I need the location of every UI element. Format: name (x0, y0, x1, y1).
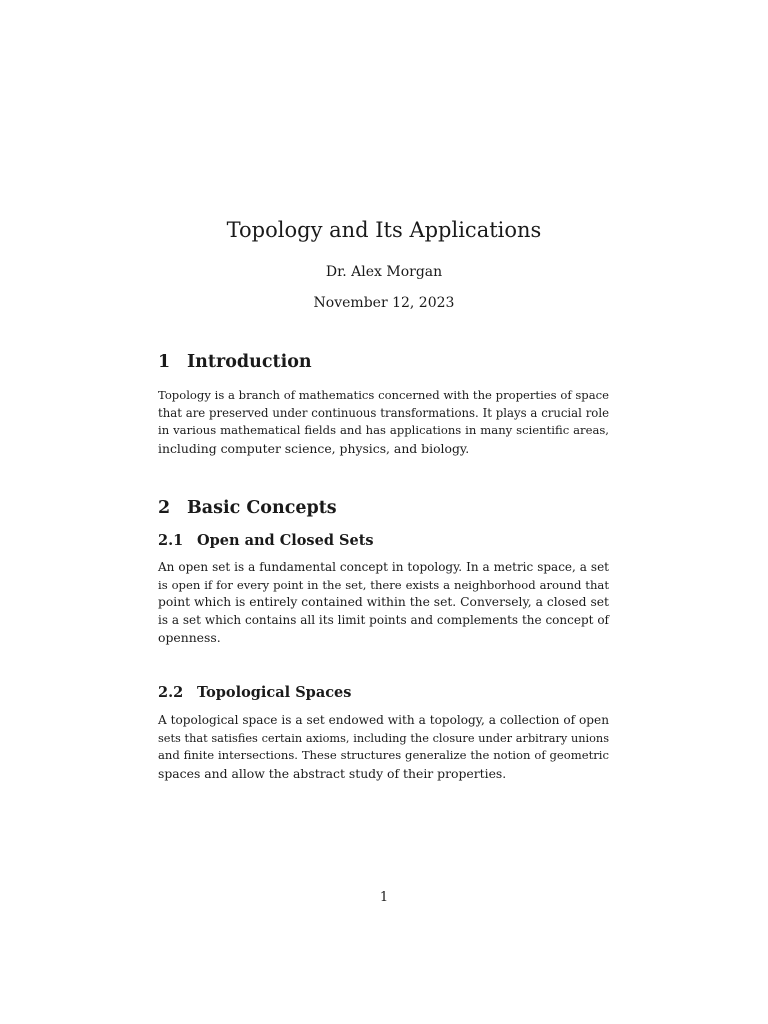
paragraph-line: in various mathematical fields and has applications in many scientific areas, (158, 423, 609, 438)
paragraph-line: openness. (158, 630, 221, 646)
paragraph-line: Topology is a branch of mathematics concerned with the properties of space (158, 388, 609, 402)
paragraph-line: spaces and allow the abstract study of their properties. (158, 765, 507, 781)
paragraph-line: and finite intersections. These structures generalize the notion of geometric (158, 748, 609, 763)
paragraph-line: that are preserved under continuous transformations. It plays a crucial role (158, 405, 609, 420)
paragraph-line: including computer science, physics, and biology. (158, 440, 470, 456)
subsection-heading-topological-spaces (158, 683, 351, 703)
paragraph-open-closed-sets (158, 559, 609, 647)
paragraph-line: An open set is a fundamental concept in topology. In a metric space, a set (158, 560, 609, 574)
paragraph-line: is a set which contains all its limit points and complements the concept of (158, 612, 609, 627)
subsection-heading-open-closed-sets (158, 531, 374, 551)
paragraph-topological-spaces (158, 712, 609, 782)
section-number: 2 (158, 498, 171, 518)
document-author: Dr. Alex Morgan (325, 264, 443, 280)
paragraph-line: sets that satisfies certain axioms, including the closure under arbitrary unions (158, 731, 609, 745)
paragraph-line: is open if for every point in the set, there exists a neighborhood around that (158, 577, 609, 592)
subsection-title: Open and Closed Sets (197, 532, 374, 549)
subsection-title: Topological Spaces (197, 684, 352, 701)
paragraph-line: point which is entirely contained within the set. Conversely, a closed set (158, 595, 609, 610)
section-number: 1 (158, 352, 171, 372)
section-title: Introduction (187, 352, 312, 372)
document-title: Topology and Its Applications (226, 218, 542, 242)
subsection-number: 2.2 (158, 684, 184, 701)
subsection-number: 2.1 (158, 532, 184, 549)
section-title: Basic Concepts (187, 498, 337, 518)
paragraph-line: A topological space is a set endowed with a topology, a collection of open (158, 713, 609, 727)
section-heading-basic-concepts (158, 496, 337, 520)
paragraph-introduction (158, 387, 609, 457)
page-number: 1 (379, 890, 389, 905)
section-heading-introduction (158, 350, 312, 374)
document-date: November 12, 2023 (313, 295, 455, 311)
